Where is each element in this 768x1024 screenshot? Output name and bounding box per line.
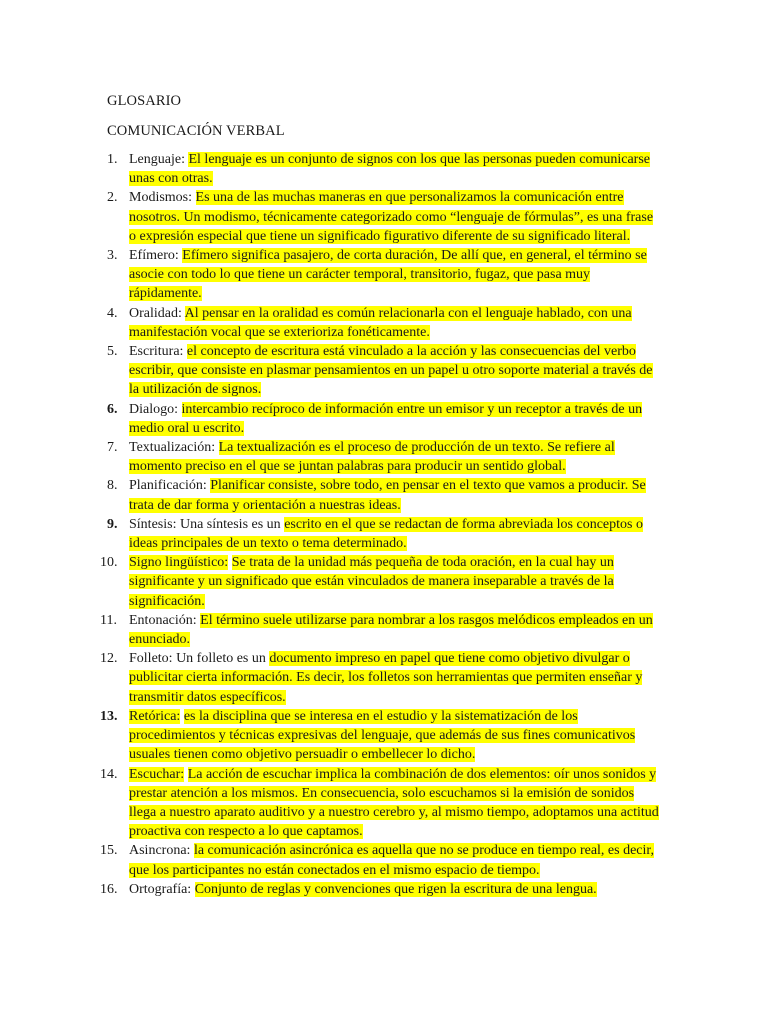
entry-definition: La textualización es el proceso de producción de un texto. Se refiere al momento preciso en el que se juntan palabras para producir un sentido global. (129, 440, 615, 475)
entry-term: Ortografía: (129, 881, 192, 897)
entry-intro: Una síntesis es un (179, 516, 281, 532)
glossary-entry (100, 649, 660, 707)
document-subtitle: COMUNICACIÓN VERBAL (107, 123, 285, 139)
entry-number: 15. (100, 843, 118, 859)
entry-term: Escuchar: (129, 766, 185, 782)
entry-term: Síntesis: (129, 516, 177, 532)
entry-term: Signo lingüístico: (129, 555, 229, 571)
glossary-entry (100, 841, 660, 879)
entry-number: 4. (107, 305, 118, 321)
entry-term: Asincrona: (129, 843, 191, 859)
entry-term: Efímero: (129, 248, 179, 264)
glossary-entry (100, 553, 660, 611)
entry-term: Modismos: (129, 190, 193, 206)
entry-definition: Al pensar en la oralidad es común relacionarla con el lenguaje hablado, con una manifestación vocal que se exterioriza fonéticamente. (129, 305, 632, 340)
entry-number: 8. (107, 478, 118, 494)
document-title: GLOSARIO (107, 93, 182, 109)
glossary-entry (100, 476, 660, 514)
glossary-entry (100, 400, 660, 438)
entry-term: Lenguaje: (129, 152, 185, 167)
entry-definition: intercambio recíproco de información entre un emisor y un receptor a través de un medio oral u escrito. (129, 401, 643, 436)
entry-definition: El término suele utilizarse para nombrar a los rasgos melódicos empleados en un enunciado. (129, 612, 653, 648)
entry-definition: Es una de las muchas maneras en que personalizamos la comunicación entre nosotros. Un modismo, técnicamente categorizado como “lenguaje de fórmulas”, es una frase o expresión especial que tiene un significado figurativo diferente de su significado literal. (129, 190, 654, 244)
entry-term: Folleto: (129, 651, 173, 667)
entry-term: Entonación: (129, 612, 197, 628)
entry-term: Retórica: (129, 708, 181, 724)
glossary-entry (100, 150, 660, 188)
entry-number: 5. (107, 344, 118, 360)
entry-number: 10. (100, 555, 118, 571)
glossary-entry (100, 515, 660, 553)
glossary-entry (100, 304, 660, 342)
glossary-list (100, 150, 660, 899)
glossary-entry (100, 246, 660, 304)
entry-number: 2. (107, 190, 118, 206)
entry-intro: Un folleto es un (176, 651, 266, 667)
entry-definition: Se trata de la unidad más pequeña de toda oración, en la cual hay un significante y un significado que están vinculados de manera inseparable a través de la significación. (129, 555, 614, 609)
entry-definition: documento impreso en papel que tiene como objetivo divulgar o publicitar cierta información. Es decir, los folletos son herramientas que permiten enseñar y transmitir datos específicos. (129, 651, 643, 705)
glossary-entry (100, 438, 660, 476)
entry-term: Dialogo: (129, 401, 178, 417)
entry-definition: es la disciplina que se interesa en el estudio y la sistematización de los procedimientos y técnicas expresivas del lenguaje, que además de sus fines comunicativos usuales tienen como objetivo persuadir o embellecer lo dicho. (129, 708, 636, 763)
entry-definition: Planificar consiste, sobre todo, en pensar en el texto que vamos a producir. Se trata de dar forma y orientación a nuestras ideas. (129, 478, 646, 513)
entry-number: 14. (100, 766, 118, 782)
entry-term: Oralidad: (129, 305, 182, 321)
entry-definition: la comunicación asincrónica es aquella que no se produce en tiempo real, es decir, que los participantes no están conectados en el mismo espacio de tiempo. (129, 843, 655, 878)
entry-number: 9. (107, 516, 118, 532)
glossary-entry (100, 611, 660, 649)
entry-number: 6. (107, 401, 118, 417)
glossary-entry (100, 880, 660, 899)
entry-number: 11. (100, 612, 117, 628)
entry-definition: el concepto de escritura está vinculado a la acción y las consecuencias del verbo escribir, que consiste en plasmar pensamientos en un papel u otro soporte material a través de la utilización de signos. (129, 344, 653, 398)
entry-definition: Efímero significa pasajero, de corta duración, De allí que, en general, el término se asocie con todo lo que tiene un carácter temporal, transitorio, fugaz, que pasa muy rápidamente. (129, 248, 647, 302)
entry-number: 1. (107, 152, 118, 167)
entry-number: 3. (107, 248, 118, 264)
entry-definition: escrito en el que se redactan de forma abreviada los conceptos o ideas principales de un texto o tema determinado. (129, 516, 643, 552)
glossary-entry (100, 707, 660, 765)
entry-number: 16. (100, 881, 118, 897)
entry-term: Planificación: (129, 478, 207, 494)
entry-term: Escritura: (129, 344, 184, 360)
glossary-entry (100, 765, 660, 842)
entry-definition: El lenguaje es un conjunto de signos con los que las personas pueden comunicarse unas con otras. (129, 152, 650, 187)
entry-term: Textualización: (129, 440, 216, 456)
glossary-entry (100, 342, 660, 400)
entry-number: 12. (100, 651, 118, 667)
entry-definition: La acción de escuchar implica la combinación de dos elementos: oír unos sonidos y prestar atención a los mismos. En consecuencia, solo escuchamos si la emisión de sonidos llega a nuestro aparato auditivo y a nuestro cerebro y, al mismo tiempo, adoptamos una actitud proactiva con respecto a lo que captamos. (129, 766, 659, 840)
entry-number: 7. (107, 440, 118, 456)
entry-definition: Conjunto de reglas y convenciones que rigen la escritura de una lengua. (194, 881, 597, 897)
glossary-entry (100, 188, 660, 246)
entry-number: 13. (100, 708, 118, 724)
